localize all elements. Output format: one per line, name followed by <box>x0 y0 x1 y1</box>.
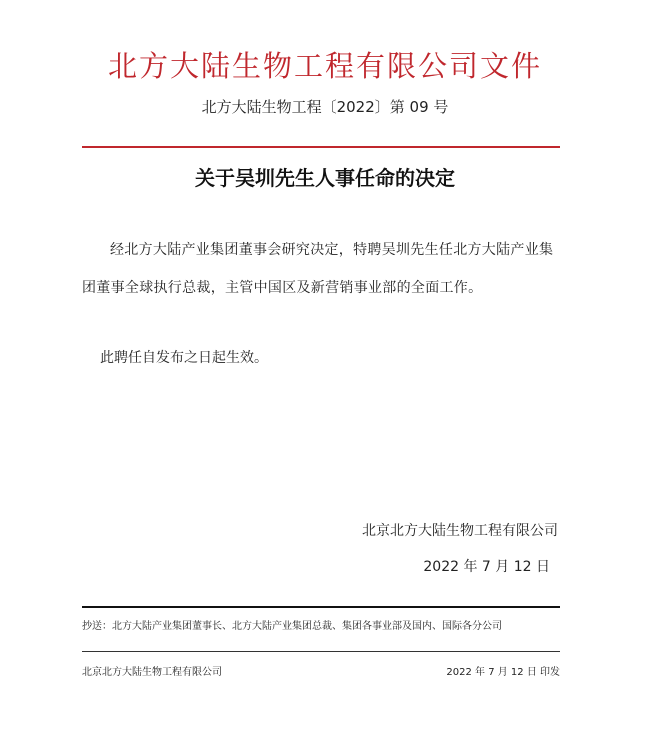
issuer-header-title: 北方大陆生物工程有限公司文件 <box>107 49 542 83</box>
document-title: 关于吴圳先生人事任命的决定 <box>195 166 455 190</box>
body-paragraph-1: 经北方大陆产业集团董事会研究决定，特聘吴圳先生任北方大陆产业集团董事全球执行总裁，主管中国区及新营销事业部的全面工作。 <box>82 242 554 296</box>
footer <box>82 663 560 678</box>
body-paragraph-2: 此聘任自发布之日起生效。 <box>100 350 268 366</box>
red-divider <box>82 146 560 148</box>
document-number: 北方大陆生物工程〔2022〕第 09 号 <box>201 98 449 116</box>
signature-date: 2022 年 7 月 12 日 <box>423 559 550 575</box>
footer-issuer: 北京北方大陆生物工程有限公司 <box>82 667 222 678</box>
cc-distribution-line: 抄送：北方大陆产业集团董事长、北方大陆产业集团总裁、集团各事业部及国内、国际各分公司 <box>82 621 502 632</box>
signature-company: 北京北方大陆生物工程有限公司 <box>362 523 558 539</box>
footer-divider <box>82 651 560 652</box>
footer-print-date: 2022 年 7 月 12 日 印发 <box>446 667 560 678</box>
cc-top-divider <box>82 606 560 608</box>
